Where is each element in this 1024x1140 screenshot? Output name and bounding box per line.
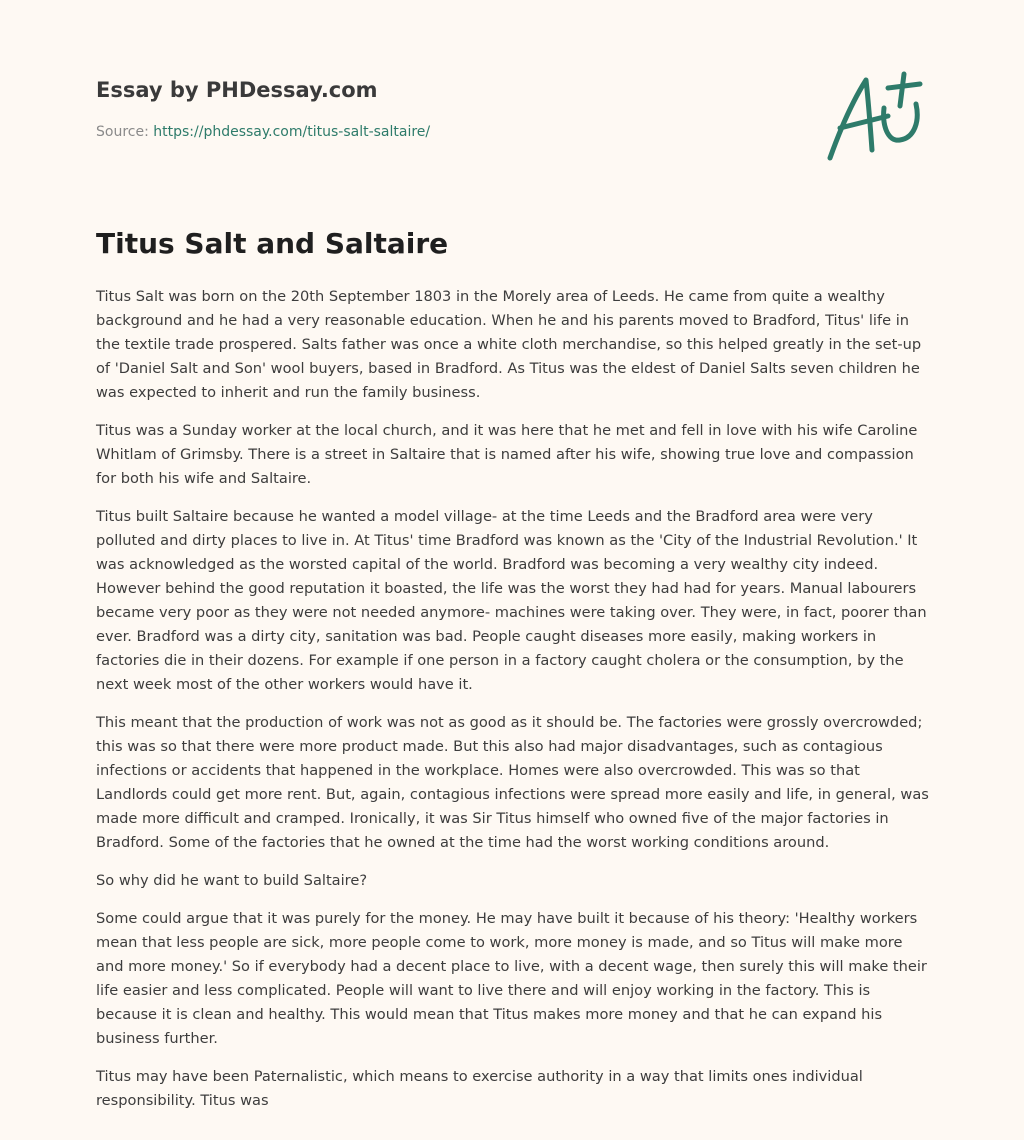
essay-paragraph: Titus was a Sunday worker at the local church, and it was here that he met and fell in love with his wife Caroline Whitlam of Grimsby. There is a street in Saltaire that is named after his wife, showing true love and compassion for both his wife and Saltaire. [96, 422, 918, 487]
essay-paragraph: This meant that the production of work was not as good as it should be. The factories were grossly overcrowded; this was so that there were more product made. But this also had major disadvantages, such as contagious infections or accidents that happened in the workplace. Homes were also overcrowded. This was so that Landlords could get more rent. But, again, contagious infections were spread more easily and life, in general, was made more difficult and cramped. Ironically, it was Sir Titus himself who owned five of the major factories in Bradford. Some of the factories that he owned at the time had the worst working conditions around. [96, 714, 929, 851]
a-plus-logo-icon [822, 68, 926, 164]
source-line [96, 122, 696, 142]
site-brand: Essay by PHDessay.com [96, 78, 378, 102]
essay-paragraph: Titus built Saltaire because he wanted a model village- at the time Leeds and the Bradford area were very polluted and dirty places to live in. At Titus' time Bradford was known as the 'City of the Industrial Revolution.' It was acknowledged as the worsted capital of the world. Bradford was becoming a very wealthy city indeed. However behind the good reputation it boasted, the life was the worst they had had for years. Manual labourers became very poor as they were not needed anymore- machines were taking over. They were, in fact, poorer than ever. Bradford was a dirty city, sanitation was bad. People caught diseases more easily, making workers in factories die in their dozens. For example if one person in a factory caught cholera or the consumption, by the next week most of the other workers would have it. [96, 508, 927, 693]
source-label: Source: [96, 124, 154, 140]
essay-title: Titus Salt and Saltaire [96, 227, 449, 260]
essay-body [96, 285, 932, 1127]
essay-paragraph: Some could argue that it was purely for the money. He may have built it because of his theory: 'Healthy workers mean that less people are sick, more people come to work, more money is made, and so Titus will make more and more money.' So if everybody had a decent place to live, with a decent wage, then surely this will make their life easier and less complicated. People will want to live there and will enjoy working in the factory. This is because it is clean and healthy. This would mean that Titus makes more money and that he can expand his business further. [96, 910, 927, 1047]
essay-paragraph: Titus may have been Paternalistic, which means to exercise authority in a way that limits ones individual responsibility. Titus was [96, 1068, 863, 1109]
page-header [96, 76, 696, 142]
source-link[interactable]: https://phdessay.com/titus-salt-saltaire/ [153, 124, 431, 140]
essay-paragraph: Titus Salt was born on the 20th September 1803 in the Morely area of Leeds. He came from quite a wealthy background and he had a very reasonable education. When he and his parents moved to Bradford, Titus' life in the textile trade prospered. Salts father was once a white cloth merchandise, so this helped greatly in the set-up of 'Daniel Salt and Son' wool buyers, based in Bradford. As Titus was the eldest of Daniel Salts seven children he was expected to inherit and run the family business. [96, 288, 922, 401]
essay-paragraph: So why did he want to build Saltaire? [96, 872, 368, 889]
